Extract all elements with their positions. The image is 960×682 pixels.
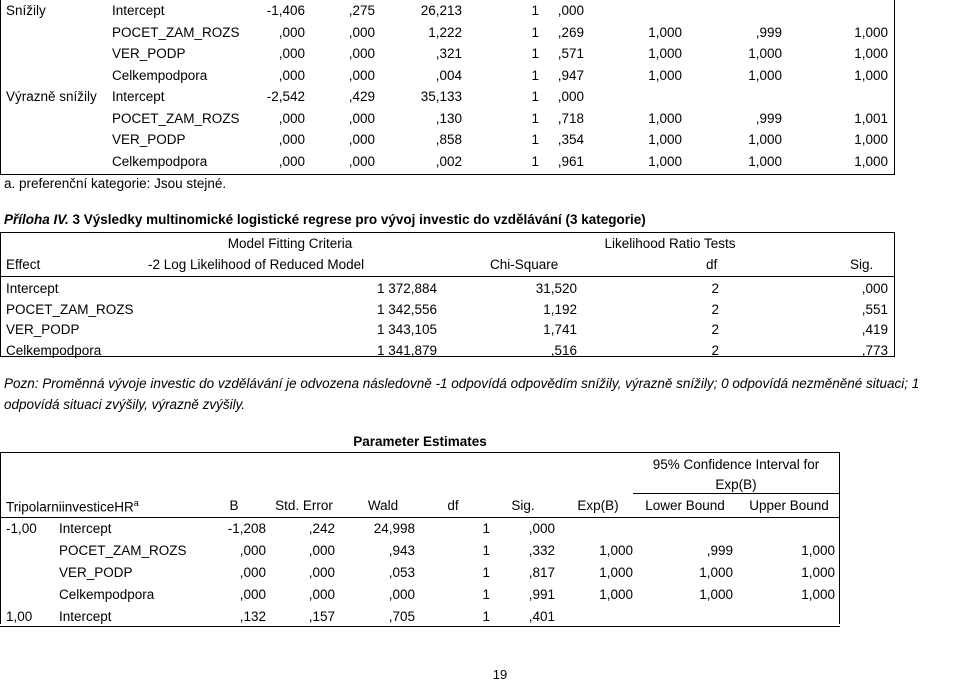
cell-ub: 1,000 <box>854 153 888 169</box>
cell-se: ,429 <box>348 89 375 104</box>
row-group-label: Výrazně snížily <box>6 89 97 104</box>
table-row <box>0 109 895 130</box>
pe-top-border <box>0 452 840 453</box>
cell-lb: ,999 <box>755 110 782 126</box>
pe-cell: 1,000 <box>599 565 633 580</box>
lr-cell: ,551 <box>861 301 888 317</box>
cell-ub: 1,000 <box>854 67 888 83</box>
appendix-title: 3 Výsledky multinomické logistické regrese pro vývoj investic do vzdělávání (3 kategorie) <box>68 212 646 227</box>
pe-cell: ,000 <box>308 543 335 558</box>
cell-sig: ,947 <box>557 67 584 83</box>
pe-cell: ,332 <box>528 543 555 558</box>
row-effect-label: POCET_ZAM_ROZS <box>112 24 240 40</box>
lr-cell: ,419 <box>861 322 888 337</box>
cell-b: ,000 <box>278 110 305 126</box>
pe-cell: ,000 <box>239 543 266 558</box>
pe-cell: ,000 <box>308 565 335 580</box>
cell-wald: ,321 <box>435 46 462 61</box>
pe-header-cell: Sig. <box>511 498 535 513</box>
cell-se: ,000 <box>348 110 375 126</box>
lr-cell: 1 372,884 <box>376 281 437 296</box>
pe-cell: 1,000 <box>599 587 633 602</box>
cell-sig: ,269 <box>557 24 584 40</box>
row-effect-label: Intercept <box>112 89 165 104</box>
pe-cell: 24,998 <box>373 521 415 536</box>
cell-wald: ,004 <box>435 67 462 83</box>
cell-ub: 1,000 <box>854 46 888 61</box>
lr-row-effect: Celkempodpora <box>6 342 102 358</box>
pe-header-cell: Upper Bound <box>749 498 829 513</box>
cell-se: ,000 <box>348 67 375 83</box>
lr-header-df: df <box>706 257 718 272</box>
lr-left-border <box>0 232 1 356</box>
pe-header-cell: df <box>447 498 459 513</box>
pe-header-cell: B <box>229 498 239 513</box>
table-row <box>0 44 895 65</box>
table-row <box>0 87 895 108</box>
pe-left-border <box>0 452 1 624</box>
cell-lb: 1,000 <box>748 46 782 61</box>
cell-b: -2,542 <box>266 89 305 104</box>
pe-cell: ,000 <box>388 587 415 602</box>
pe-cell: 1 <box>482 521 490 536</box>
pe-cell: 1 <box>482 609 490 624</box>
pe-cell: ,000 <box>239 587 266 602</box>
pe-cell: ,053 <box>388 565 415 580</box>
cell-b: -1,406 <box>266 3 305 18</box>
cell-expb: 1,000 <box>648 110 682 126</box>
pe-header-dependent-variable <box>6 498 139 515</box>
pe-right-border <box>839 452 840 624</box>
cell-wald: 35,133 <box>420 89 462 104</box>
table-row <box>0 66 895 87</box>
pe-cell: ,817 <box>528 565 555 580</box>
pe-row-effect: Celkempodpora <box>59 587 155 602</box>
pe-cell: -1,208 <box>227 521 266 536</box>
lr-cell: 31,520 <box>535 281 577 296</box>
table-row <box>0 23 895 44</box>
cell-expb: 1,000 <box>648 153 682 169</box>
table-row <box>0 130 895 151</box>
pe-cell: 1,000 <box>801 543 835 558</box>
cell-lb: 1,000 <box>748 132 782 147</box>
table-row <box>0 152 895 173</box>
cell-wald: ,002 <box>435 153 462 169</box>
cell-se: ,275 <box>348 3 375 18</box>
lr-group-header-lr-tests: Likelihood Ratio Tests <box>604 236 736 251</box>
pe-cell: ,000 <box>239 565 266 580</box>
pe-dep-var-label: TripolarniinvesticeHR <box>6 499 134 515</box>
row-effect-label: POCET_ZAM_ROZS <box>112 110 240 126</box>
pe-row-effect: Intercept <box>59 609 112 624</box>
cell-lb: ,999 <box>755 24 782 40</box>
pe-header-cell: Wald <box>367 498 399 513</box>
lr-bottom-border <box>0 356 895 357</box>
pe-ci-header-line2: Exp(B) <box>715 477 757 492</box>
cell-ub: 1,000 <box>854 24 888 40</box>
row-effect-label: VER_PODP <box>112 132 186 147</box>
pe-dep-var-superscript: a <box>133 498 139 508</box>
pe-cell: 1,000 <box>599 543 633 558</box>
pe-row-effect: VER_PODP <box>59 565 133 580</box>
pe-cell: ,000 <box>308 587 335 602</box>
cell-expb: 1,000 <box>648 67 682 83</box>
cell-expb: 1,000 <box>648 132 682 147</box>
lr-top-border <box>0 232 895 233</box>
cell-df: 1 <box>531 46 539 61</box>
cell-lb: 1,000 <box>748 153 782 169</box>
pe-header-cell: Exp(B) <box>577 498 619 513</box>
cell-sig: ,571 <box>557 46 584 61</box>
cell-sig: ,718 <box>557 110 584 126</box>
cell-b: ,000 <box>278 153 305 169</box>
cell-b: ,000 <box>278 24 305 40</box>
pe-cell: 1 <box>482 587 490 602</box>
lr-cell: 1,192 <box>543 301 577 317</box>
cell-df: 1 <box>531 3 539 18</box>
cell-df: 1 <box>531 132 539 147</box>
cell-df: 1 <box>531 67 539 83</box>
cell-lb: 1,000 <box>748 67 782 83</box>
lr-header-effect: Effect <box>6 257 41 272</box>
table-border-bottom <box>0 174 895 175</box>
lr-cell: 1 342,556 <box>376 301 437 317</box>
pe-ci-divider <box>633 493 839 494</box>
table-footnote: a. preferenční kategorie: Jsou stejné. <box>4 176 227 191</box>
page-number: 19 <box>492 667 508 682</box>
pe-cell: 1,000 <box>801 565 835 580</box>
note-line-1: Pozn: Proměnná vývoje investic do vzdělávání je odvozena následovně -1 odpovídá odpovědím snížily, výrazně snížily; 0 odpovídá nezměněné situaci; 1 <box>4 376 920 391</box>
cell-wald: 26,213 <box>420 3 462 18</box>
pe-cell: 1 <box>482 543 490 558</box>
lr-row-effect: Intercept <box>6 281 59 296</box>
lr-header-reduced-model: -2 Log Likelihood of Reduced Model <box>148 257 365 272</box>
cell-df: 1 <box>531 24 539 40</box>
lr-header-sig: Sig. <box>850 257 874 272</box>
pe-cell: ,242 <box>308 521 335 536</box>
row-effect-label: Celkempodpora <box>112 153 208 169</box>
lr-cell: 2 <box>711 342 719 358</box>
pe-cell: 1 <box>482 565 490 580</box>
note-line-2: odpovídá situaci zvýšily, výrazně zvýšily. <box>4 397 246 412</box>
table-row <box>0 1 895 22</box>
lr-cell: ,773 <box>861 342 888 358</box>
cell-ub: 1,001 <box>854 110 888 126</box>
lr-right-border <box>894 232 895 356</box>
row-effect-label: Intercept <box>112 3 165 18</box>
cell-se: ,000 <box>348 46 375 61</box>
cell-wald: ,130 <box>435 110 462 126</box>
lr-cell: 2 <box>711 322 719 337</box>
cell-se: ,000 <box>348 132 375 147</box>
row-effect-label: VER_PODP <box>112 46 186 61</box>
cell-sig: ,000 <box>557 89 584 104</box>
lr-cell: ,516 <box>550 342 577 358</box>
lr-cell: 1 343,105 <box>376 322 437 337</box>
pe-row-effect: Intercept <box>59 521 112 536</box>
pe-row-effect: POCET_ZAM_ROZS <box>59 543 187 558</box>
pe-cell: 1,000 <box>801 587 835 602</box>
pe-header-divider <box>0 517 840 518</box>
pe-cell: 1,000 <box>699 565 733 580</box>
cell-b: ,000 <box>278 46 305 61</box>
cell-sig: ,000 <box>557 3 584 18</box>
pe-header-cell: Lower Bound <box>645 498 725 513</box>
pe-cell: ,401 <box>528 609 555 624</box>
lr-cell: 2 <box>711 301 719 317</box>
pe-cell: ,705 <box>388 609 415 624</box>
pe-header-cell: Std. Error <box>275 498 333 513</box>
cell-df: 1 <box>531 110 539 126</box>
cell-wald: 1,222 <box>428 24 462 40</box>
pe-bottom-border <box>0 626 840 627</box>
cell-df: 1 <box>531 89 539 104</box>
pe-cell: 1,000 <box>699 587 733 602</box>
pe-row-group: 1,00 <box>6 609 33 624</box>
lr-row-effect: VER_PODP <box>6 322 80 337</box>
cell-wald: ,858 <box>435 132 462 147</box>
pe-cell: ,991 <box>528 587 555 602</box>
appendix-heading <box>4 212 646 227</box>
parameter-estimates-title: Parameter Estimates <box>353 434 487 449</box>
lr-cell: 1,741 <box>543 322 577 337</box>
cell-expb: 1,000 <box>648 24 682 40</box>
cell-sig: ,961 <box>557 153 584 169</box>
appendix-label: Příloha IV. <box>4 212 69 227</box>
lr-cell: 2 <box>711 281 719 296</box>
cell-ub: 1,000 <box>854 132 888 147</box>
lr-header-chi-square: Chi-Square <box>490 257 559 272</box>
pe-cell: ,943 <box>388 543 415 558</box>
lr-header-divider <box>0 276 895 277</box>
pe-cell: ,999 <box>706 543 733 558</box>
pe-cell: ,157 <box>308 609 335 624</box>
cell-se: ,000 <box>348 24 375 40</box>
row-effect-label: Celkempodpora <box>112 67 208 83</box>
lr-row-effect: POCET_ZAM_ROZS <box>6 301 134 317</box>
cell-b: ,000 <box>278 132 305 147</box>
lr-group-header-model-fit: Model Fitting Criteria <box>227 236 353 251</box>
cell-sig: ,354 <box>557 132 584 147</box>
cell-b: ,000 <box>278 67 305 83</box>
lr-cell: ,000 <box>861 281 888 296</box>
cell-df: 1 <box>531 153 539 169</box>
lr-cell: 1 341,879 <box>376 342 437 358</box>
row-group-label: Snížily <box>6 3 46 18</box>
pe-ci-header-line1: 95% Confidence Interval for <box>652 457 820 472</box>
pe-cell: ,132 <box>239 609 266 624</box>
pe-row-group: -1,00 <box>6 521 37 536</box>
cell-expb: 1,000 <box>648 46 682 61</box>
cell-se: ,000 <box>348 153 375 169</box>
pe-cell: ,000 <box>528 521 555 536</box>
